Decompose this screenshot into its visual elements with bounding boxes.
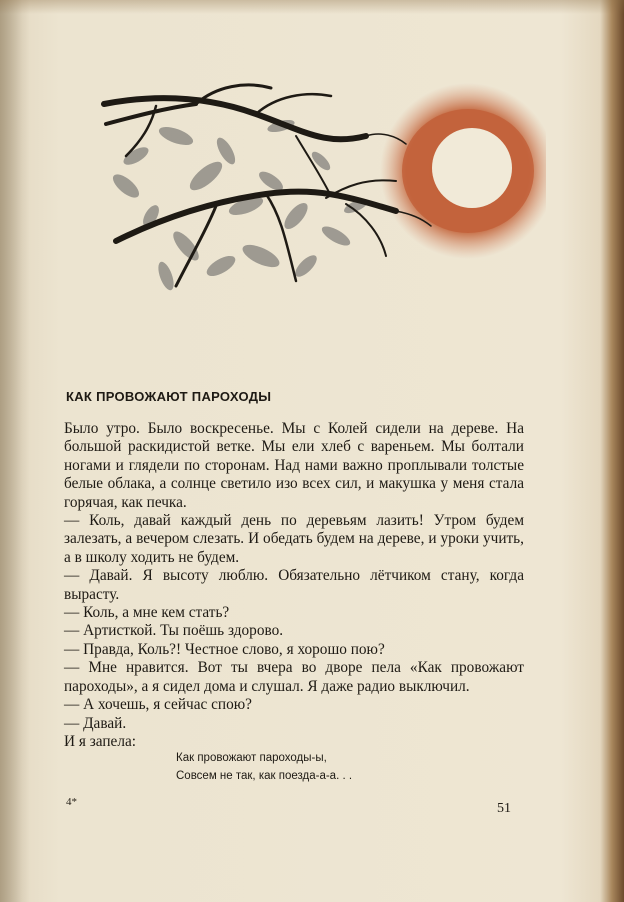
paragraph-6: — Правда, Коль?! Честное слово, я хорошо пою? [64,640,385,658]
sun-icon [380,83,546,259]
story-text [64,420,524,751]
paragraph-5: — Артисткой. Ты поёшь здорово. [64,622,284,640]
paragraph-9: — Давай. [64,714,127,732]
song-line-1: Как провожают пароходы-ы, [176,752,327,764]
paragraph-3: — Давай. Я высоту люблю. Обязательно лётчиком стану, когда вырасту. [64,567,524,603]
tree-branch-and-sun-illustration [96,66,546,316]
paragraph-4: — Коль, а мне кем стать? [64,604,230,622]
story-title: КАК ПРОВОЖАЮТ ПАРОХОДЫ [66,389,272,404]
signature-mark: 4* [66,796,77,808]
paragraph-10: И я запела: [64,732,137,750]
paragraph-1: Было утро. Было воскресенье. Мы с Колей сидели на дереве. На большой раскидистой ветке. Мы ели хлеб с вареньем. Мы болтали ногами и глядели по сторонам. Над нами важно проплывали толстые белые облака, а солнце светило изо всех сил, и макушка у меня стала горячая, как печка. [64,420,524,511]
page-number: 51 [497,801,511,816]
paragraph-8: — А хочешь, я сейчас спою? [64,696,252,714]
leaves-icon [109,118,370,293]
paragraph-7: — Мне нравится. Вот ты вчера во дворе пела «Как провожают пароходы», а я сидел дома и слушал. Я даже радио выключил. [64,659,524,695]
song-verse [176,749,476,785]
paragraph-2: — Коль, давай каждый день по деревьям лазить! Утром будем залезать, а вечером слезать. И обедать будем на дереве, и уроки учить, а в школу ходить не будем. [64,512,524,566]
song-line-2: Совсем не так, как поезда-а-а. . . [176,770,353,782]
